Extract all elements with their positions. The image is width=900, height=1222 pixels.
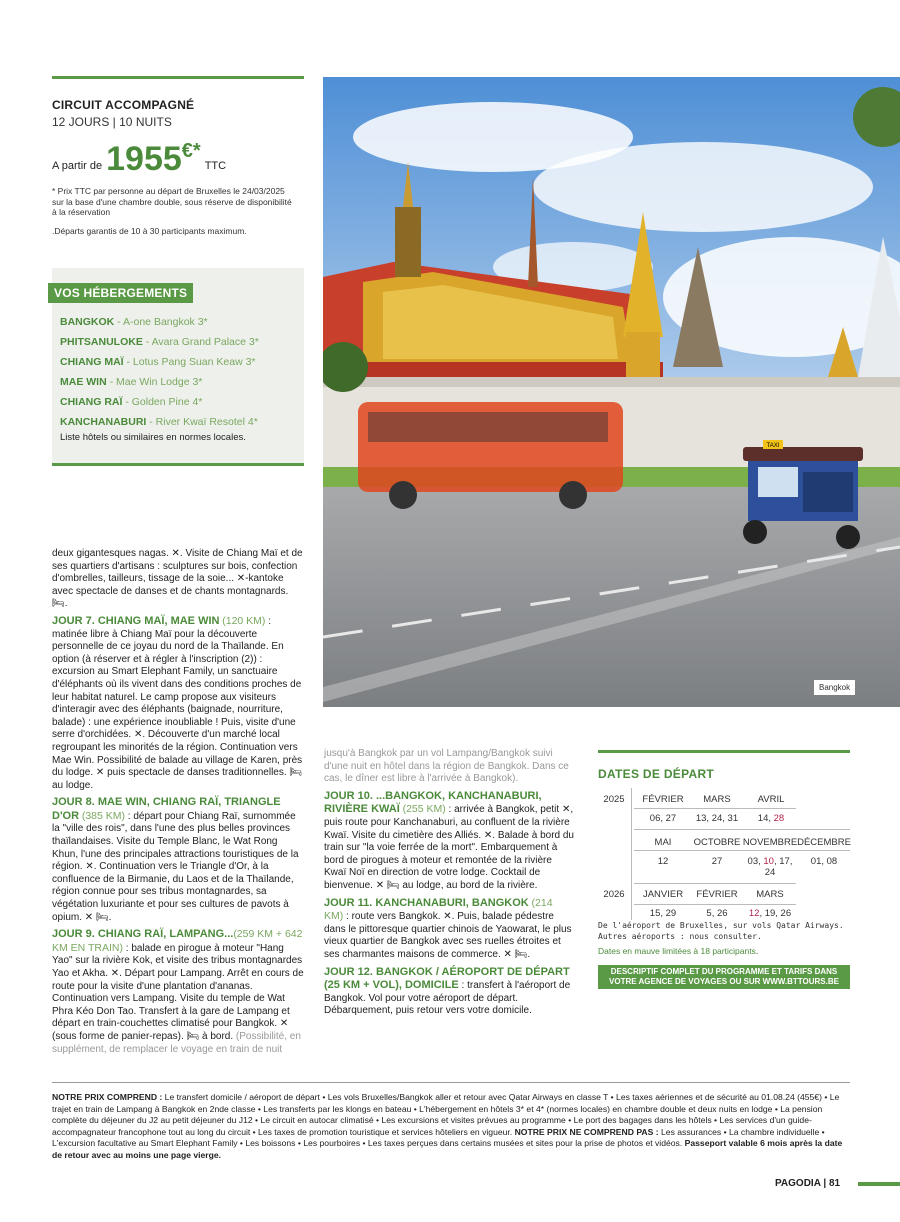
dates-divider	[634, 883, 796, 884]
page-footer	[775, 1178, 840, 1189]
taxi-sign: TAXI	[766, 443, 780, 449]
dates-month: MARS	[756, 889, 784, 900]
dates-days: 01, 08	[810, 856, 838, 867]
dates-day-limited: 28	[773, 813, 785, 824]
departures-note: .Départs garantis de 10 à 30 participants maximum.	[52, 226, 247, 236]
dates-day-limited: 10	[763, 856, 774, 867]
dates-month: FÉVRIER	[696, 889, 738, 900]
dates-heading: DATES DE DÉPART	[598, 767, 715, 781]
itinerary-intro: deux gigantesques nagas. ✕. Visite de Chiang Maï et de ses quartiers d'artisans : sculptures sur bois, confection d'ombrelles, tailleurs, tissage de la soie... ✕-kantoke avec spectacle de danses et de chants montagnards. 🛏.	[52, 548, 303, 610]
day-distance: (255 KM)	[402, 803, 446, 816]
dates-days: 12	[657, 856, 669, 867]
dates-divider	[631, 788, 632, 920]
dates-month: DÉCEMBRE	[797, 837, 851, 848]
dates-rule	[598, 750, 850, 753]
accommodation-city: MAE WIN	[60, 376, 107, 388]
dates-divider	[634, 808, 796, 809]
dates-limit-text: Dates en mauve limitées à 18 participants	[598, 946, 756, 956]
accommodation-item	[60, 312, 300, 332]
accommodation-hotel: - River Kwaï Resotel 4*	[146, 416, 258, 428]
day-title: JOUR 9. CHIANG RAÏ, LAMPANG...	[52, 928, 234, 941]
price-block	[52, 142, 226, 176]
accommodation-city: KANCHANABURI	[60, 416, 147, 428]
dates-airport-note: De l'aéroport de Bruxelles, sur vols Qatar Airways. Autres aéroports : nous consulter.	[598, 921, 844, 941]
dates-days: 06, 27	[649, 813, 677, 824]
dates-month: JANVIER	[642, 889, 684, 900]
footer-bar	[858, 1182, 900, 1186]
dates-days	[744, 813, 798, 824]
accommodation-hotel: - Golden Pine 4*	[122, 396, 203, 408]
accommodation-item	[60, 372, 300, 392]
day-title: JOUR 7. CHIANG MAÏ, MAE WIN	[52, 614, 220, 627]
itinerary-column-2	[324, 748, 574, 1022]
price-value: 1955	[106, 140, 182, 178]
dates-days: 15, 29	[649, 908, 677, 919]
price-suffix: TTC	[204, 160, 227, 172]
accommodations-list	[60, 312, 300, 432]
day-text: : balade en pirogue à moteur "Hang Yao" sur la rivière Kok, et visite des tribus montagnardes Yao et Akha. ✕. Départ pour Lampang. Arrêt en cours de route pour la visite d'une plantation d'ananas. Continuation vers Lampang. Visite du temple de Wat Phra Kéo Don Tao. Transfert à la gare de Lampang et départ en train-couchettes climatisé pour Bangkok. ✕ (sous forme de panier-repas). 🛏 à bord.	[52, 942, 304, 1042]
dates-day: , 19, 26	[759, 908, 792, 919]
accommodation-item	[60, 332, 300, 352]
accommodation-hotel: - Mae Win Lodge 3*	[106, 376, 203, 388]
passport-note: Passeport valable 6 mois après la date de retour avec au moins une page vierge.	[52, 1138, 843, 1160]
dates-divider	[634, 829, 850, 830]
dates-limit-period: .	[755, 946, 759, 956]
accommodation-city: PHITSANULOKE	[60, 336, 143, 348]
excludes-text: Les assurances • La chambre individuelle • L'excursion facultative au Smart Elephant Family • Les boissons • Les pourboires • Les taxes perçues dans certains musées et sites pour la prise de photos et vidéos.	[52, 1126, 825, 1149]
day-title: JOUR 10. ...BANGKOK, KANCHANABURI, RIVIÈRE KWAÏ	[324, 789, 542, 816]
dates-day: , 17,	[773, 856, 793, 867]
dates-month: OCTOBRE	[693, 837, 741, 848]
day-text: : départ pour Chiang Raï, surnommée la "ville des rois", dans l'une des plus belles provinces thaïlandaises. Visite du Temple Blanc, le Wat Rong Khun, l'une des principales attractions touristiques de la région. ✕. Continuation vers le Triangle d'Or, à la confluence de la Birmanie, du Laos et de la Thaïlande, région connue pour ses tribus montagnardes, sa végétation luxuriante et pour ses cultures de pavots à opium. ✕ 🛏.	[52, 810, 299, 923]
photo-caption: Bangkok	[814, 680, 855, 695]
dates-divider	[634, 850, 850, 851]
header-rule	[52, 76, 304, 79]
price-prefix: A partir de	[52, 160, 103, 172]
accommodation-city: CHIANG MAÏ	[60, 356, 124, 368]
dates-day-limited: 12	[748, 908, 760, 919]
dates-days	[742, 856, 798, 878]
dates-days	[742, 908, 798, 919]
day-title: JOUR 11. KANCHANABURI, BANGKOK	[324, 896, 529, 909]
itinerary-option-continued: jusqu'à Bangkok par un vol Lampang/Bangkok suivi d'une nuit en hôtel dans la région de Bangkok. Dans ce cas, le dîner est libre à l'arrivée à Bangkok).	[324, 748, 569, 785]
conditions-rule	[52, 1082, 850, 1083]
circuit-title: CIRCUIT ACCOMPAGNÉ	[52, 98, 195, 112]
page-number: 81	[828, 1178, 841, 1189]
day-distance: (385 KM)	[81, 809, 126, 822]
footer-separator: |	[823, 1178, 827, 1189]
dates-limit-note	[598, 946, 758, 956]
accommodation-item	[60, 412, 300, 432]
circuit-duration: 12 JOURS | 10 NUITS	[52, 115, 172, 129]
dates-days: 13, 24, 31	[695, 813, 739, 824]
accommodations-note: Liste hôtels ou similaires en normes locales.	[60, 432, 246, 443]
accommodation-hotel: - Lotus Pang Suan Keaw 3*	[123, 356, 256, 368]
day-text: : transfert à l'aéroport de Bangkok. Vol pour votre aéroport de départ. Débarquement, puis retour vers votre domicile.	[324, 980, 571, 1017]
accommodation-item	[60, 352, 300, 372]
accommodation-hotel: - Avara Grand Palace 3*	[142, 336, 259, 348]
excludes-label: NOTRE PRIX NE COMPREND PAS :	[512, 1126, 659, 1137]
bangkok-photo	[323, 77, 900, 707]
itinerary-column-1	[52, 548, 304, 1060]
dates-year: 2026	[603, 889, 625, 900]
price-note: * Prix TTC par personne au départ de Bruxelles le 24/03/2025 sur la base d'une chambre double, sous réserve de disponibilité à la réservation	[52, 186, 292, 217]
dates-day: 24	[764, 867, 776, 878]
day-option: (Possibilité, en supplément, de remplacer le voyage en train de nuit	[52, 1030, 301, 1055]
day-title: JOUR 12. BANGKOK / AÉROPORT DE DÉPART (25 KM + VOL), DOMICILE	[324, 965, 570, 992]
day-distance: (120 KM)	[222, 614, 266, 627]
dates-day: 03,	[747, 856, 764, 867]
day-text: : arrivée à Bangkok, petit ✕, puis route pour Kanchanaburi, au confluent de la rivière Kwaï. Visite du cimetière des Alliés. ✕. Balade à bord du train sur "la voie ferrée de la mort". Embarquement à bord de pirogues à moteur et remontée de la rivière Kwaï Noï en direction de votre lodge. Cocktail de bienvenue. ✕ 🛏 au lodge, au bord de la rivière.	[324, 804, 574, 891]
price-currency: €*	[181, 140, 201, 162]
itinerary-day-9	[52, 928, 304, 1056]
accommodation-city: CHIANG RAÏ	[60, 396, 123, 408]
itinerary-day-10	[324, 790, 574, 893]
accommodations-heading: VOS HÉBERGEMENTS	[48, 283, 193, 303]
dates-month: FÉVRIER	[642, 794, 684, 805]
dates-month: MAI	[654, 837, 672, 848]
accommodation-item	[60, 392, 300, 412]
dates-month: MARS	[703, 794, 731, 805]
dates-divider	[634, 904, 796, 905]
bangkok-illustration	[323, 77, 900, 707]
itinerary-day-7	[52, 615, 304, 792]
dates-month: NOVEMBRE	[742, 837, 798, 848]
accommodation-hotel: - A-one Bangkok 3*	[114, 316, 208, 328]
dates-days: 27	[711, 856, 723, 867]
day-distance: (259 KM + 642 KM EN TRAIN)	[52, 928, 303, 954]
footer-brand: PAGODIA	[775, 1178, 821, 1189]
accommodation-city: BANGKOK	[60, 316, 115, 328]
dates-days: 5, 26	[706, 908, 728, 919]
day-title: JOUR 8. MAE WIN, CHIANG RAÏ, TRIANGLE D'OR	[52, 796, 281, 822]
dates-month: AVRIL	[757, 794, 785, 805]
day-text: : matinée libre à Chiang Maï pour la découverte personnelle de ce joyau du nord de la Thaïlande. En option (à réserver et à régler à l'inscription (2)) : excursion au Smart Elephant Family, un sanctuaire d'éléphants où ils vivent dans des conditions proches de leur habitat naturel. Le camp propose aux visiteurs d'interagir avec des éléphants (baignade, nourriture, balade) : une expérience inoubliable ! Puis, visite d'une serre d'orchidées. ✕. Découverte d'un marché local regroupant les minorités de la région. Continuation vers Mae Win. Possibilité de balade au village de Karen, près du lodge. ✕ puis spectacle de danses traditionnelles. 🛏 au lodge.	[52, 615, 303, 791]
day-distance: (214 KM)	[324, 896, 553, 923]
dates-day: 14,	[757, 813, 774, 824]
includes-label: NOTRE PRIX COMPREND :	[52, 1092, 163, 1102]
itinerary-day-11	[324, 897, 574, 962]
includes-text: Le transfert domicile / aéroport de départ • Les vols Bruxelles/Bangkok aller et retour avec Qatar Airways en classe T • Les taxes aériennes et de sécurité au 01.08.24 (455€) • Le trajet en train de Lampang à Bangkok en 2nde classe • Les transferts par les klongs en bateau • L'hébergement en hôtels 3* et 4* (normes locales) en chambre double et deux nuits en lodge • La pension complète du déjeuner du J2 au petit déjeuner du J12 • Le circuit en autocar climatisé • Les excursions et visites prévues au programme • Le port des bagages dans les hôtels • Les services d'un guide-accompagnateur francophone tout au long du circuit • Les taxes de promotion touristique et services hôteliers en vigueur.	[52, 1092, 840, 1137]
price-conditions	[52, 1092, 850, 1162]
itinerary-day-12	[324, 966, 574, 1018]
day-text: : route vers Bangkok. ✕. Puis, balade pédestre dans le pittoresque quartier chinois de Yaowarat, le plus vieux quartier de Bangkok avec ses ruelles étroites et ses charmantes maisons de commerce. ✕ 🛏.	[324, 911, 572, 960]
full-program-banner[interactable]: DESCRIPTIF COMPLET DU PROGRAMME ET TARIFS DANS VOTRE AGENCE DE VOYAGES OU SUR WWW.BTTOURS.BE	[598, 965, 850, 989]
itinerary-day-8	[52, 796, 304, 924]
dates-year: 2025	[603, 794, 625, 805]
